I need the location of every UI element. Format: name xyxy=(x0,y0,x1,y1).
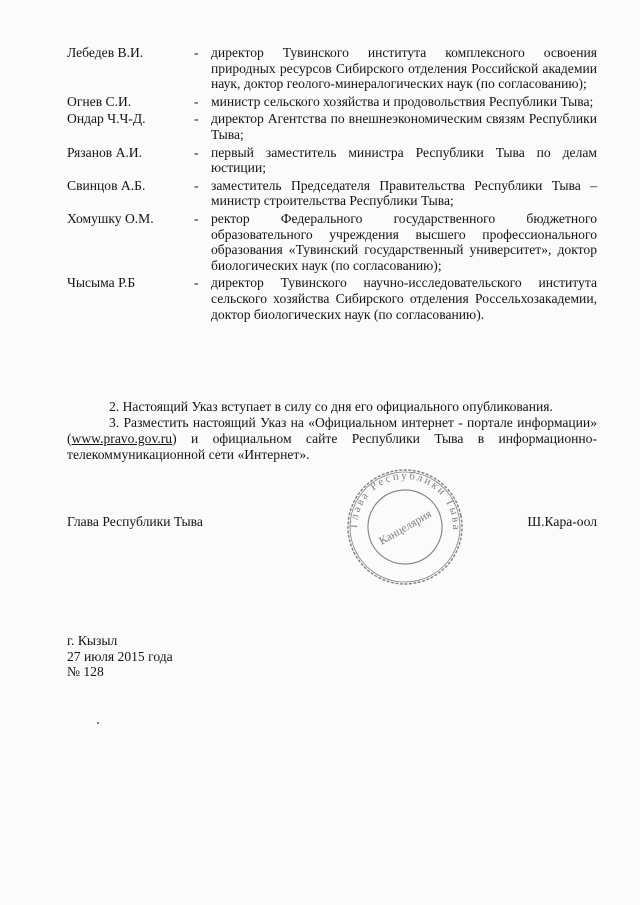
seal-inner-text: Канцелярия xyxy=(377,508,434,548)
document-footer xyxy=(67,633,173,680)
seal-outer-text: Глава Республики Тыва xyxy=(347,469,463,532)
member-dash: - xyxy=(194,111,199,127)
member-dash: - xyxy=(194,144,199,160)
member-row xyxy=(67,275,597,322)
member-name: Лебедев В.И. xyxy=(67,45,144,60)
member-dash: - xyxy=(194,275,199,291)
svg-text:Глава Республики Тыва xyxy=(345,467,464,555)
member-role: директор Тувинского института комплексного освоения природных ресурсов Сибирского отделения Российской академии наук, доктор геолого-минералогических наук (по согласованию); xyxy=(211,45,597,92)
member-row xyxy=(67,211,597,273)
decree-points xyxy=(67,399,597,463)
member-name: Хомушку О.М. xyxy=(67,210,154,226)
official-seal xyxy=(345,467,465,587)
members-list xyxy=(67,45,597,324)
signatory-name: Ш.Кара-оол xyxy=(527,514,597,529)
member-dash: - xyxy=(194,210,199,226)
member-row xyxy=(67,111,597,142)
member-name: Свинцов А.Б. xyxy=(67,177,146,193)
point-3-text-end: ) и официальном сайте Республики Тыва в информационно-телекоммуникационной сети «Интернет». xyxy=(67,431,597,462)
member-name: Рязанов А.И. xyxy=(67,144,143,160)
member-role: ректор Федерального государственного бюджетного образовательного учреждения высшего профессионального образования «Тувинский государственный университет», доктор биологических наук (по согласованию); xyxy=(211,210,597,273)
member-role: министр сельского хозяйства и продовольствия Республики Тыва; xyxy=(211,93,594,109)
member-name: Чысыма Р.Б xyxy=(67,275,136,291)
point-3-text-start: 3. Разместить настоящий Указ на «Официальном интернет - портале информации» ( xyxy=(67,415,597,446)
member-name: Ондар Ч.Ч-Д. xyxy=(67,111,146,127)
member-dash: - xyxy=(194,45,199,60)
document-number: № 128 xyxy=(67,664,104,680)
scan-speck xyxy=(97,722,99,724)
member-name: Огнев С.И. xyxy=(67,93,132,109)
member-role: первый заместитель министра Республики Тыва по делам юстиции; xyxy=(211,144,597,176)
member-row xyxy=(67,94,597,110)
point-3 xyxy=(67,415,597,463)
member-row xyxy=(67,178,597,209)
member-role: директор Тувинского научно-исследовательского института сельского хозяйства Сибирского отделения Россельхозакадемии, доктор биологических наук (по согласованию). xyxy=(211,275,597,322)
member-dash: - xyxy=(194,177,199,193)
pravo-link[interactable]: www.pravo.gov.ru xyxy=(71,431,173,446)
point-2: 2. Настоящий Указ вступает в силу со дня его официального опубликования. xyxy=(109,399,553,414)
member-row xyxy=(67,145,597,176)
member-dash: - xyxy=(194,93,199,109)
seal-stamp-icon xyxy=(345,467,465,587)
signatory-title: Глава Республики Тыва xyxy=(67,514,203,529)
signature-block xyxy=(67,514,597,538)
member-row xyxy=(67,45,597,92)
city: г. Кызыл xyxy=(67,633,118,648)
document-date: 27 июля 2015 года xyxy=(67,648,173,664)
member-role: директор Агентства по внешнеэкономическим связям Республики Тыва; xyxy=(211,111,597,142)
member-role: заместитель Председателя Правительства Республики Тыва – министр строительства Республики Тыва; xyxy=(211,177,597,209)
